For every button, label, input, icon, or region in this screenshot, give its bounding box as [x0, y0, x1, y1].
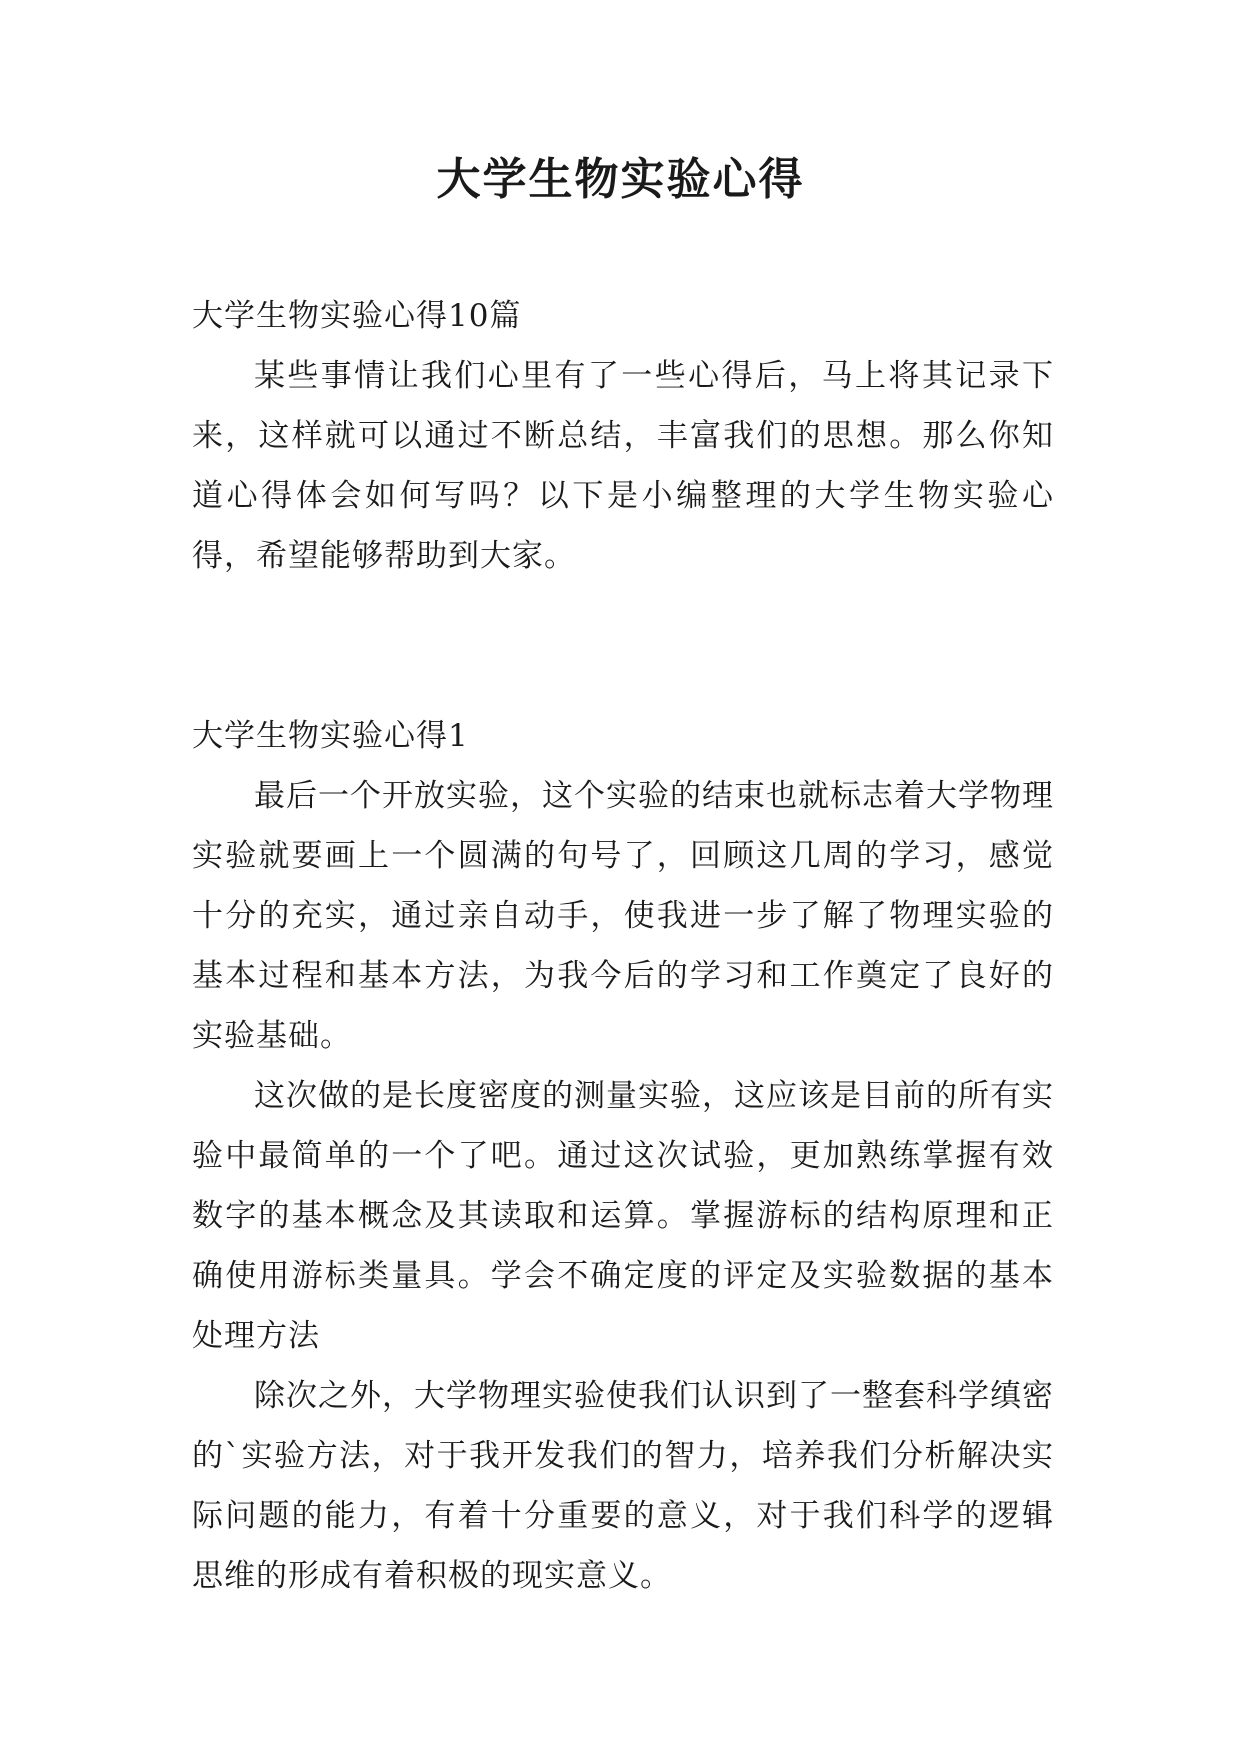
page-title: 大学生物实验心得: [436, 154, 805, 205]
body-paragraph: 最后一个开放实验，这个实验的结束也就标志着大学物理实验就要画上一个圆满的句号了，回顾这几周的学习，感觉十分的充实，通过亲自动手，使我进一步了解了物理实验的基本过程和基本方法，为我今后的学习和工作奠定了良好的实验基础。: [192, 778, 1054, 1054]
body-paragraph: 除次之外，大学物理实验使我们认识到了一整套科学缜密的`实验方法，对于我开发我们的智力，培养我们分析解决实际问题的能力，有着十分重要的意义，对于我们科学的逻辑思维的形成有着积极的现实意义。: [192, 1378, 1054, 1594]
intro-heading: 大学生物实验心得10篇: [192, 298, 522, 334]
section-spacer: [192, 586, 1054, 706]
intro-paragraph: 某些事情让我们心里有了一些心得后，马上将其记录下来，这样就可以通过不断总结，丰富我们的思想。那么你知道心得体会如何写吗？以下是小编整理的大学生物实验心得，希望能够帮助到大家。: [192, 358, 1054, 574]
section-heading: 大学生物实验心得1: [192, 718, 469, 754]
document-body: [192, 286, 1054, 1606]
body-paragraph: 这次做的是长度密度的测量实验，这应该是目前的所有实验中最简单的一个了吧。通过这次试验，更加熟练掌握有效数字的基本概念及其读取和运算。掌握游标的结构原理和正确使用游标类量具。学会不确定度的评定及实验数据的基本处理方法: [192, 1078, 1054, 1354]
